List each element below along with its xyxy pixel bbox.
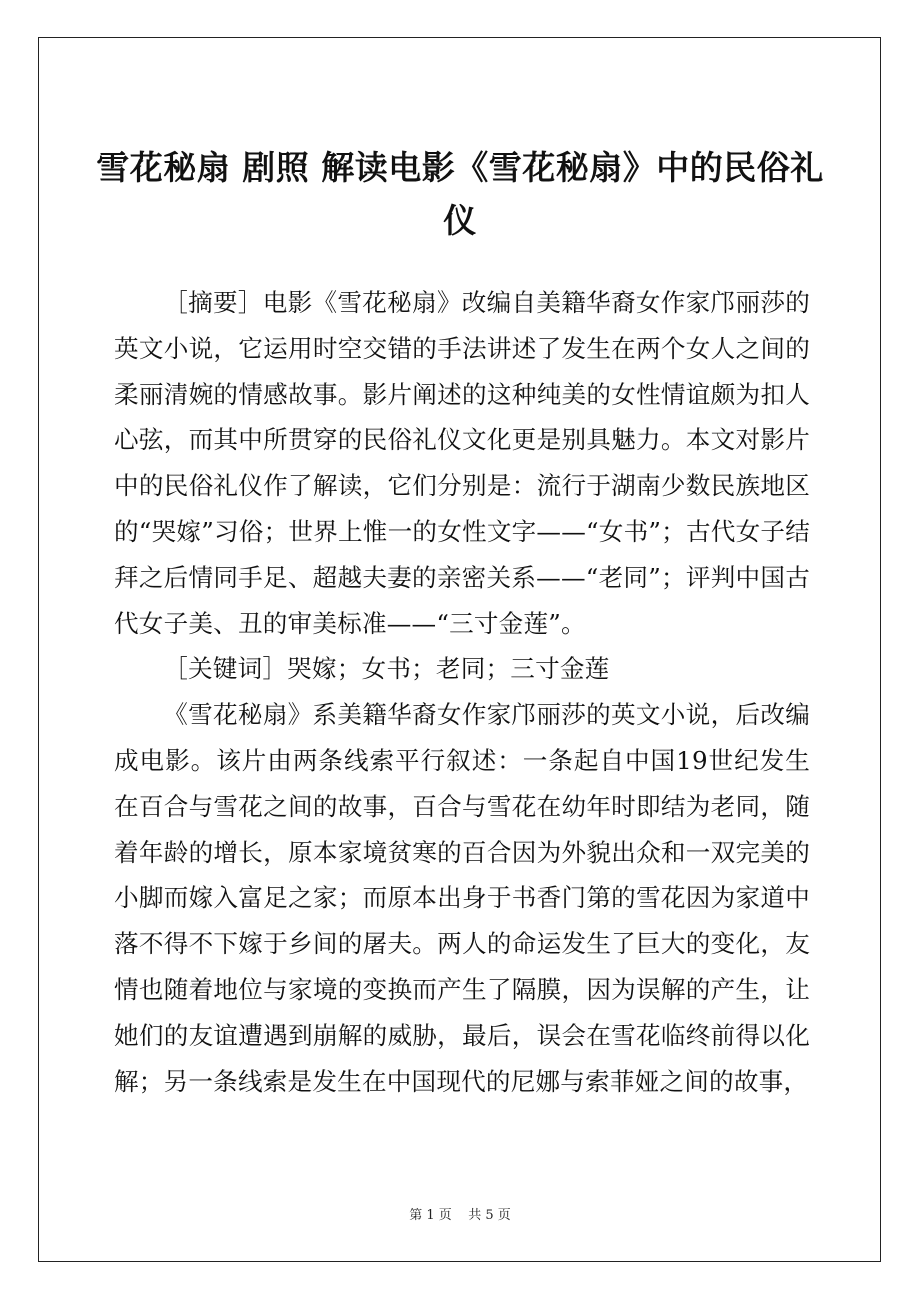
page-number: 第 1 页 共 5 页 (409, 1208, 511, 1223)
body-paragraph: 《雪花秘扇》系美籍华裔女作家邝丽莎的英文小说，后改编成电影。该片由两条线索平行叙述：一条起自中国19世纪发生在百合与雪花之间的故事，百合与雪花在幼年时即结为老同，随着年龄的增长，原本家境贫寒的百合因为外貌出众和一双完美的小脚而嫁入富足之家；而原本出身于书香门第的雪花因为家道中落不得不下嫁于乡间的屠夫。两人的命运发生了巨大的变化，友情也随着地位与家境的变换而产生了隔膜，因为误解的产生，让她们的友谊遭遇到崩解的威胁，最后，误会在雪花临终前得以化解；另一条线索是发生在中国现代的尼娜与索菲娅之间的故事， (114, 700, 810, 1096)
keywords-paragraph: ［关键词］哭嫁；女书；老同；三寸金莲 (163, 654, 610, 684)
page-footer (0, 1208, 920, 1224)
abstract-paragraph: ［摘要］电影《雪花秘扇》改编自美籍华裔女作家邝丽莎的英文小说，它运用时空交错的手法讲述了发生在两个女人之间的柔丽清婉的情感故事。影片阐述的这种纯美的女性情谊颇为扣人心弦，而其中所贯穿的民俗礼仪文化更是别具魅力。本文对影片中的民俗礼仪作了解读，它们分别是：流行于湖南少数民族地区的“哭嫁”习俗；世界上惟一的女性文字——“女书”；古代女子结拜之后情同手足、超越夫妻的亲密关系——“老同”；评判中国古代女子美、丑的审美标准——“三寸金莲”。 (114, 288, 810, 638)
document-title: 雪花秘扇 剧照 解读电影《雪花秘扇》中的民俗礼仪 (96, 148, 824, 240)
document-body (114, 280, 810, 1104)
